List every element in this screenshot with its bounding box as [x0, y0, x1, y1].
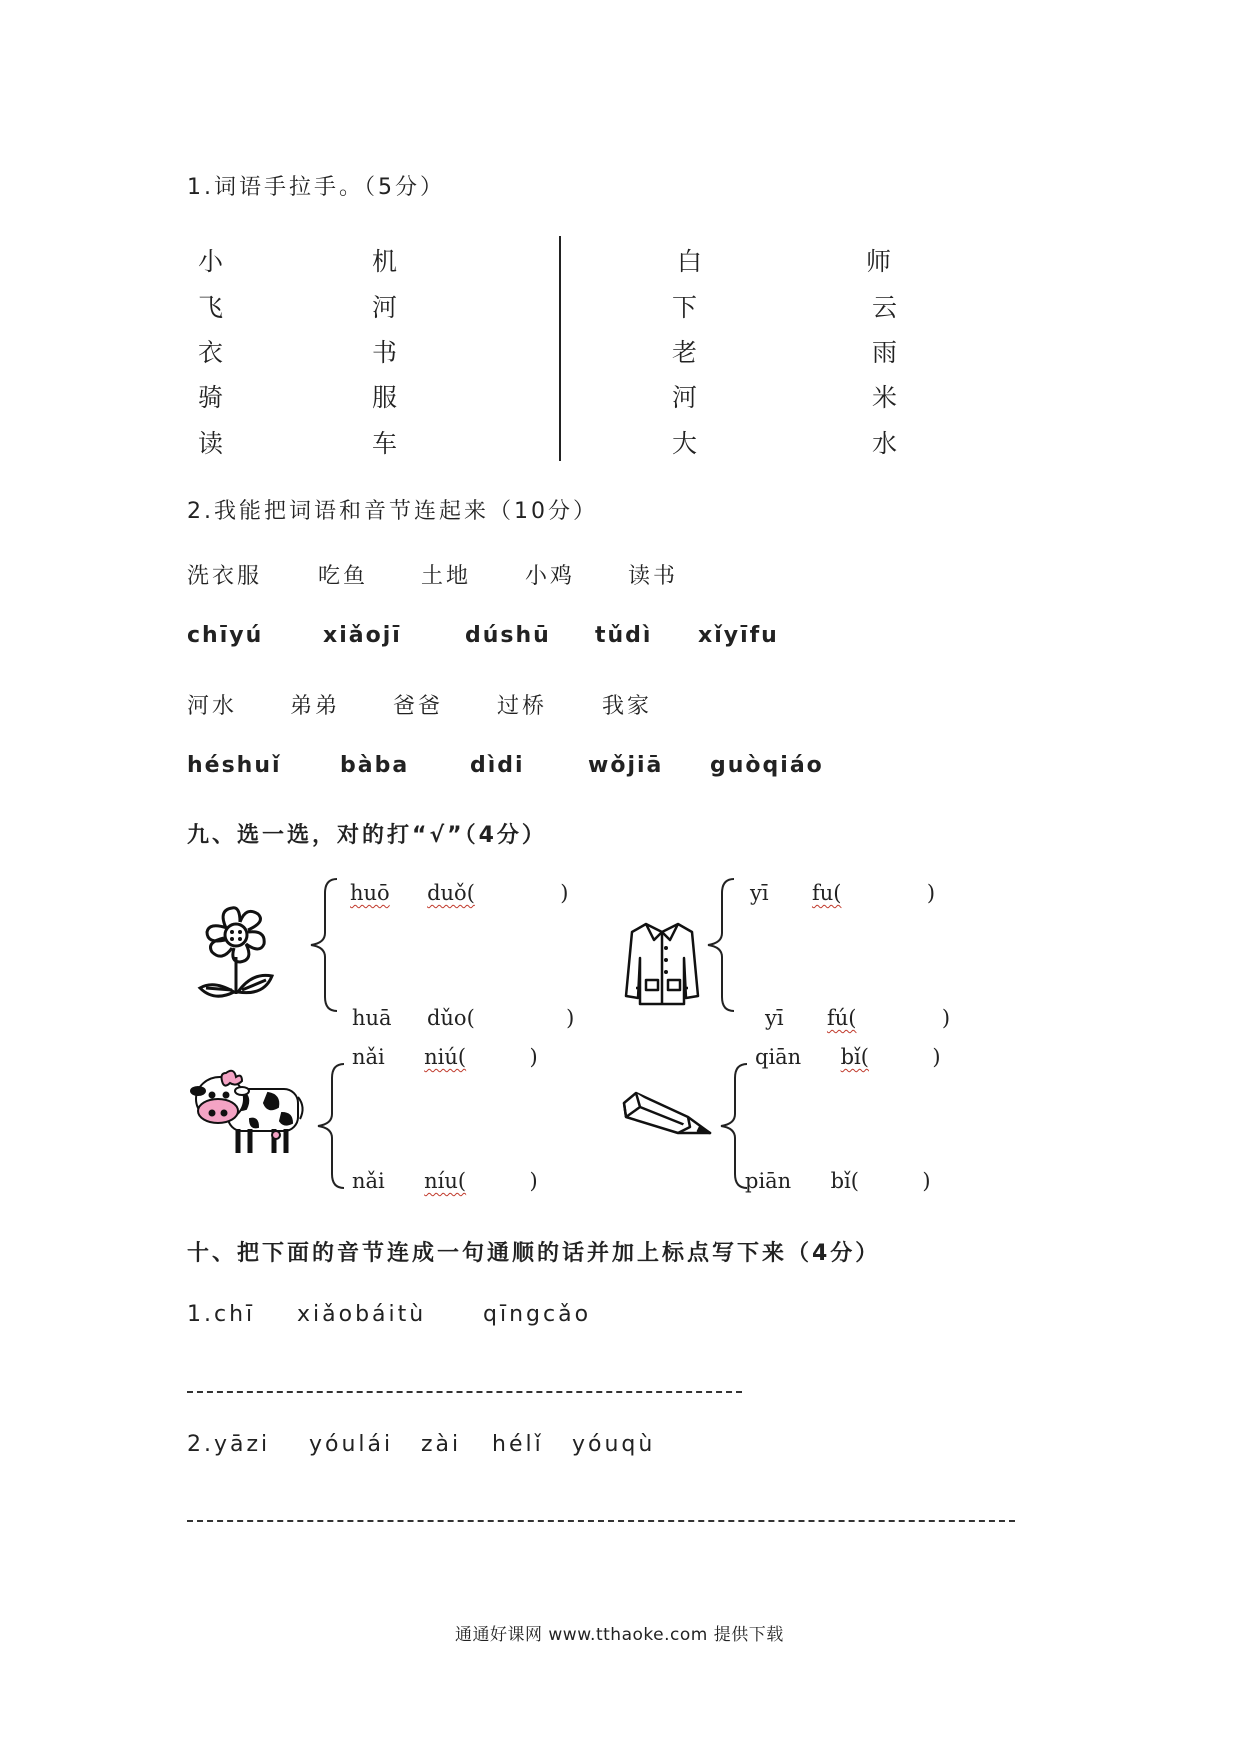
- option-syllable: huā: [352, 1006, 392, 1030]
- jacket-option-b[interactable]: [765, 1006, 950, 1030]
- q10-sentence2-syllable: hélǐ: [492, 1432, 544, 1457]
- q1-col1-item: 小: [198, 247, 224, 276]
- q10-sentence1-syllable: xiǎobáitù: [297, 1302, 427, 1327]
- option-syllable: huō: [350, 881, 390, 905]
- option-syllable: fú(: [826, 1006, 857, 1030]
- q1-col3-item: 老: [672, 338, 698, 367]
- cow-option-b[interactable]: [352, 1169, 538, 1193]
- q2-pinyin: tǔdì: [595, 623, 653, 648]
- q9-title: 九、选一选，对的打“√”（4分）: [187, 823, 547, 848]
- flower-image: [196, 902, 296, 1002]
- flower-option-b[interactable]: [352, 1006, 574, 1030]
- flower-option-a[interactable]: [350, 881, 568, 905]
- q1-col2-item: 服: [372, 383, 398, 412]
- q2-title: 2.我能把词语和音节连起来（10分）: [187, 499, 598, 524]
- flower-brace: [305, 877, 345, 1012]
- cow-option-a[interactable]: [352, 1045, 538, 1069]
- jacket-image: [622, 918, 702, 1008]
- option-syllable: níu(: [424, 1169, 467, 1193]
- q1-divider: [559, 236, 561, 461]
- q2-pinyin: chīyú: [187, 623, 264, 648]
- option-close: ): [560, 881, 569, 905]
- q2-word: 弟弟: [290, 694, 341, 719]
- q2-word: 吃鱼: [318, 564, 369, 589]
- q10-title: 十、把下面的音节连成一句通顺的话并加上标点写下来（4分）: [187, 1241, 881, 1266]
- option-syllable: duǒ(: [427, 881, 475, 905]
- option-close: ): [566, 1006, 575, 1030]
- q2-pinyin: dìdi: [470, 753, 525, 778]
- q2-pinyin: guòqiáo: [710, 753, 824, 778]
- option-close: ): [529, 1169, 538, 1193]
- option-close: ): [529, 1045, 538, 1069]
- q10-sentence1-syllable: qīngcǎo: [483, 1302, 592, 1327]
- option-close: ): [922, 1169, 931, 1193]
- option-syllable: bǐ(: [840, 1045, 869, 1069]
- q10-answer-line-1[interactable]: [187, 1391, 742, 1393]
- pencil-option-a[interactable]: [755, 1045, 941, 1069]
- q10-sentence2-syllable: zài: [421, 1432, 462, 1457]
- pencil-image: [618, 1087, 718, 1147]
- cow-image: [190, 1067, 305, 1162]
- q10-answer-line-2[interactable]: [187, 1520, 1015, 1522]
- q1-col4-item: 米: [872, 383, 898, 412]
- option-syllable: piān: [745, 1169, 792, 1193]
- option-syllable: qiān: [755, 1045, 802, 1069]
- q2-word: 读书: [628, 564, 679, 589]
- q1-col4-item: 师: [866, 247, 892, 276]
- q1-col3-item: 白: [677, 247, 703, 276]
- q2-pinyin: dúshū: [465, 623, 551, 648]
- q1-col1-item: 读: [198, 429, 224, 458]
- q1-col3-item: 下: [672, 293, 698, 322]
- cow-brace: [312, 1062, 352, 1190]
- option-syllable: nǎi: [352, 1045, 385, 1069]
- pencil-option-b[interactable]: [745, 1169, 931, 1193]
- page-footer: 通通好课网 www.tthaoke.com 提供下载: [455, 1625, 784, 1645]
- q1-col1-item: 衣: [198, 338, 224, 367]
- option-syllable: bǐ(: [830, 1169, 859, 1193]
- q10-sentence2-syllable: yóulái: [309, 1432, 394, 1457]
- q1-col2-item: 车: [372, 429, 398, 458]
- q2-word: 小鸡: [525, 564, 576, 589]
- q1-col2-item: 书: [372, 338, 398, 367]
- q10-sentence2-syllable: yóuqù: [572, 1432, 656, 1457]
- option-syllable: yī: [750, 881, 769, 905]
- option-syllable: dǔo(: [426, 1006, 475, 1030]
- q1-col1-item: 骑: [198, 383, 224, 412]
- q10-sentence1-syllable: 1.chī: [187, 1302, 256, 1327]
- option-syllable: niú(: [424, 1045, 467, 1069]
- option-syllable: yī: [765, 1006, 784, 1030]
- q2-word: 土地: [421, 564, 472, 589]
- option-syllable: fu(: [811, 881, 842, 905]
- option-close: ): [926, 881, 936, 905]
- q2-word: 我家: [602, 694, 653, 719]
- jacket-brace: [702, 877, 742, 1012]
- q1-col3-item: 大: [672, 429, 698, 458]
- q2-word: 河水: [187, 694, 238, 719]
- q1-title: 1.词语手拉手。（5分）: [187, 175, 445, 200]
- q2-pinyin: xiǎojī: [323, 623, 402, 648]
- q2-word: 爸爸: [393, 694, 444, 719]
- option-close: ): [932, 1045, 941, 1069]
- q2-word: 洗衣服: [187, 564, 263, 589]
- q1-col1-item: 飞: [198, 293, 224, 322]
- q1-col4-item: 水: [872, 429, 898, 458]
- jacket-option-a[interactable]: [750, 881, 935, 905]
- q1-col4-item: 雨: [872, 338, 898, 367]
- q2-pinyin: wǒjiā: [588, 753, 664, 778]
- q2-word: 过桥: [497, 694, 548, 719]
- q2-pinyin: xǐyīfu: [698, 623, 779, 648]
- q1-col3-item: 河: [672, 383, 698, 412]
- q1-col2-item: 机: [372, 247, 398, 276]
- q2-pinyin: héshuǐ: [187, 753, 282, 778]
- q1-col4-item: 云: [872, 293, 898, 322]
- q1-col2-item: 河: [372, 293, 398, 322]
- option-close: ): [941, 1006, 951, 1030]
- q10-sentence2-syllable: 2.yāzi: [187, 1432, 271, 1457]
- q2-pinyin: bàba: [340, 753, 410, 778]
- option-syllable: nǎi: [352, 1169, 385, 1193]
